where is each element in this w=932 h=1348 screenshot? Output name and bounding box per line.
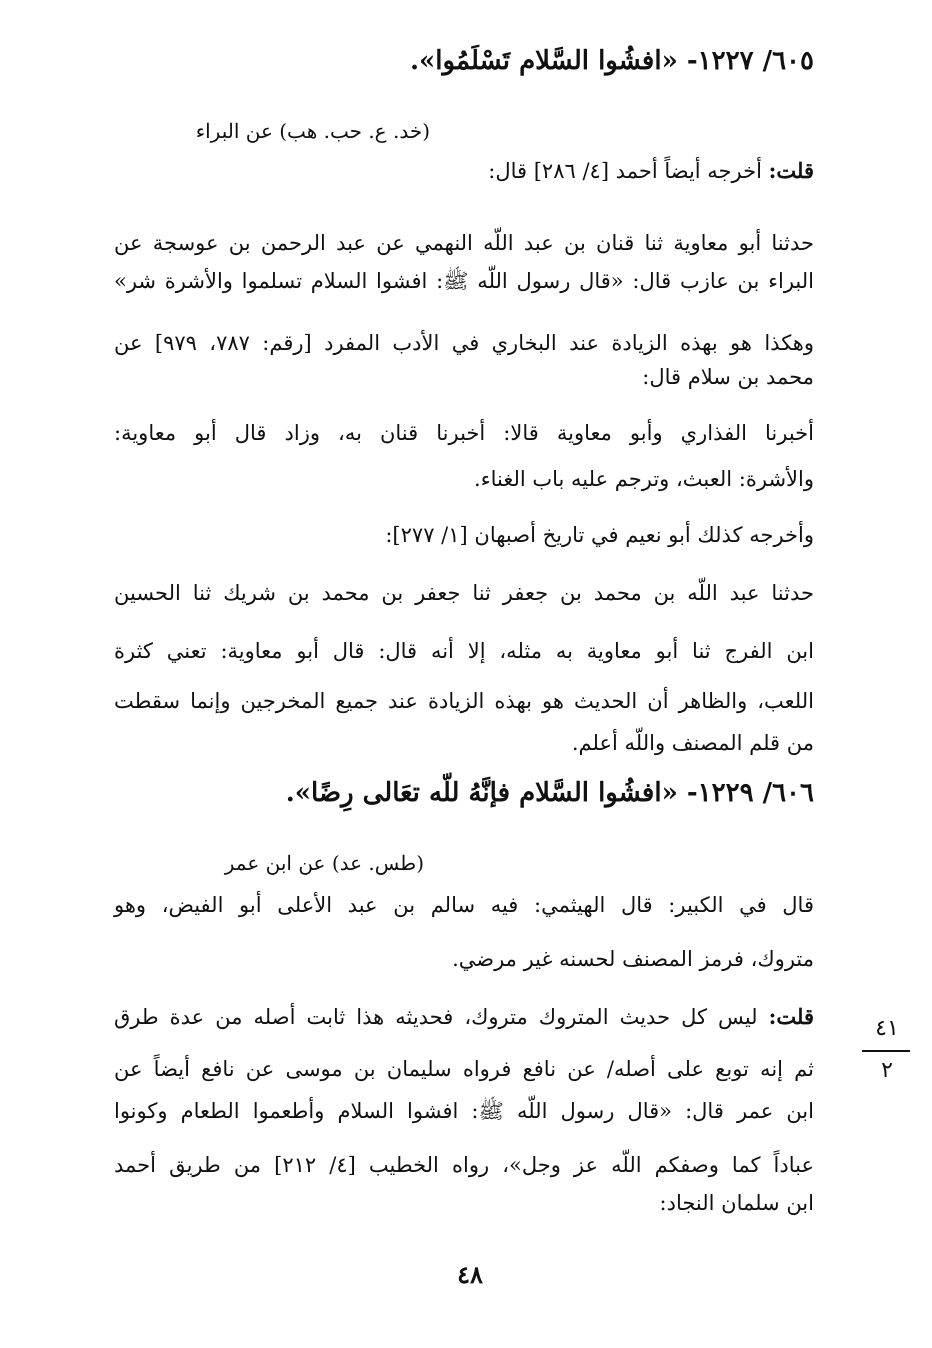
text-line: ابن عمر قال: «قال رسول اللّه ﷺ: افشوا السلام وأطعموا الطعام وكونوا (114, 1099, 814, 1123)
margin-ref-bottom: ٢ (881, 1058, 893, 1083)
text-line: ابن الفرج ثنا أبو معاوية به مثله، إلا أنه قال: قال أبو معاوية: تعني كثرة (114, 639, 814, 663)
comment-text: ليس كل حديث المتروك متروك، فحديثه هذا ثابت أصله من عدة طرق (114, 1005, 769, 1029)
margin-ref-top: ٤١ (875, 1016, 899, 1041)
page-number: ٤٨ (457, 1260, 483, 1289)
text-line: أخبرنا الفذاري وأبو معاوية قالا: أخبرنا قنان به، وزاد قال أبو معاوية: (114, 421, 814, 445)
text-line: من قلم المصنف واللّه أعلم. (571, 731, 814, 755)
hadith-source-605: (خد. ع. حب. هب) عن البراء (195, 119, 430, 143)
text-line: ثم إنه توبع على أصله/ عن نافع فرواه سليمان بن موسى عن نافع أيضاً عن (114, 1057, 814, 1081)
comment-line (114, 156, 814, 186)
text-line: حدثنا عبد اللّه بن محمد بن جعفر ثنا جعفر بن محمد بن شريك ثنا الحسين (114, 581, 814, 605)
text-line: وأخرجه كذلك أبو نعيم في تاريخ أصبهان [١/ ٢٧٧]: (385, 523, 814, 547)
text-line: قال في الكبير: قال الهيثمي: فيه سالم بن عبد الأعلى أبو الفيض، وهو (114, 893, 814, 917)
hadith-heading-605: ٦٠٥/ ١٢٢٧- «افشُوا السَّلام تَسْلَمُوا». (409, 46, 814, 76)
text-line: متروك، فرمز المصنف لحسنه غير مرضي. (452, 947, 814, 971)
hadith-heading-606: ٦٠٦/ ١٢٢٩- «افشُوا السَّلام فإنَّهُ للّه تعَالى رِضًا». (285, 778, 814, 808)
text-line: ابن سلمان النجاد: (659, 1191, 814, 1215)
text-line: وهكذا هو بهذه الزيادة عند البخاري في الأدب المفرد [رقم: ٧٨٧، ٩٧٩] عن (114, 331, 815, 355)
text-line: اللعب، والظاهر أن الحديث هو بهذه الزيادة عند جميع المخرجين وإنما سقطت (114, 689, 814, 713)
text-line: محمد بن سلام قال: (642, 365, 814, 389)
text-line: والأشرة: العبث، وترجم عليه باب الغناء. (474, 467, 814, 491)
hadith-source-606: (طس. عد) عن ابن عمر (224, 851, 424, 875)
comment-lead: قلت: (768, 158, 814, 183)
comment-line (114, 1002, 814, 1032)
margin-divider (862, 1050, 910, 1052)
text-line: حدثنا أبو معاوية ثنا قنان بن عبد اللّه النهمي عن عبد الرحمن بن عوسجة عن (114, 231, 814, 255)
text-line: البراء بن عازب قال: «قال رسول اللّه ﷺ: افشوا السلام تسلموا والأشرة شر» (114, 269, 814, 293)
text-line: عباداً كما وصفكم اللّه عز وجل»، رواه الخطيب [٤/ ٢١٢] من طريق أحمد (114, 1153, 815, 1177)
comment-text: أخرجه أيضاً أحمد [٤/ ٢٨٦] قال: (488, 159, 769, 183)
comment-lead: قلت: (768, 1004, 814, 1029)
